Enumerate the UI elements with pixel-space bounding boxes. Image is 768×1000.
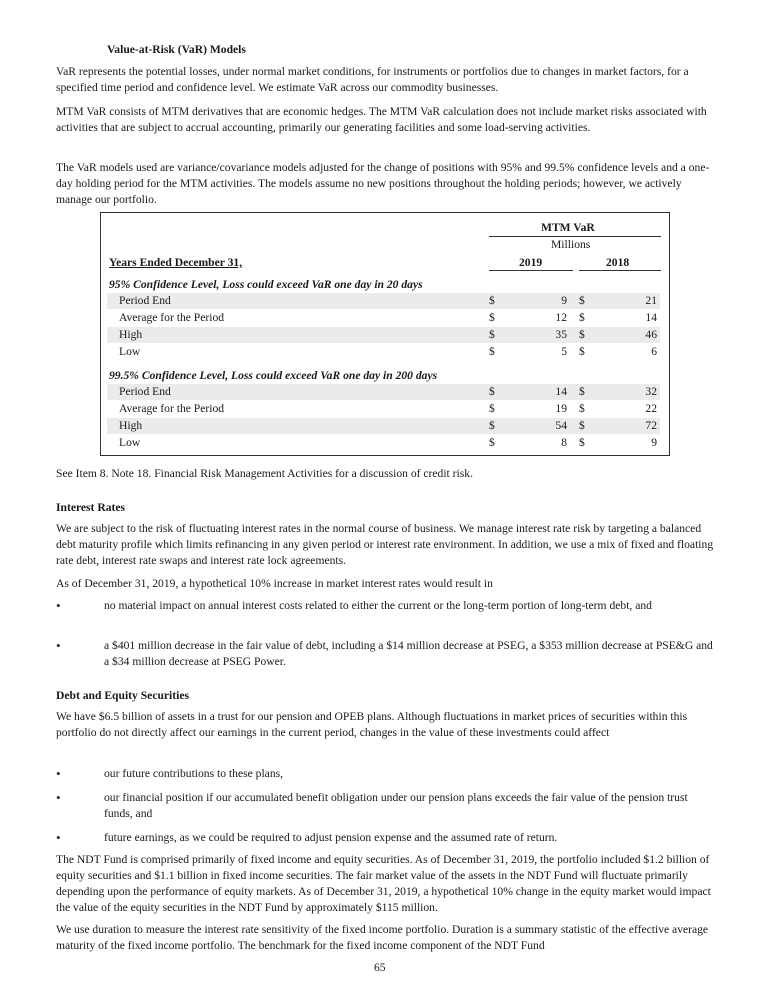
value-2018: 6 — [651, 345, 657, 358]
currency-symbol: $ — [489, 436, 495, 449]
row-shade — [107, 327, 660, 343]
currency-symbol: $ — [579, 311, 585, 324]
bullet-glyph: • — [56, 830, 61, 845]
col-2019-underline — [489, 270, 573, 271]
interest-bullet-2: a $401 million decrease in the fair value of debt, including a $14 million decrease at PSEG, a $353 million decrease at PSE&G and a $34 million decrease at PSEG Power. — [104, 639, 713, 668]
debt-bullet-2: our financial position if our accumulated benefit obligation under our pension plans exceeds the fair value of the pension trust funds, and — [104, 791, 688, 820]
list-item — [56, 790, 716, 826]
value-2019: 8 — [561, 436, 567, 449]
currency-symbol: $ — [579, 294, 585, 307]
value-2019: 35 — [555, 328, 567, 341]
value-2019: 19 — [555, 402, 567, 415]
list-item — [56, 638, 716, 674]
value-2018: 9 — [651, 436, 657, 449]
table-group-header: MTM VaR — [541, 221, 595, 234]
credit-risk-reference: See Item 8. Note 18. Financial Risk Management Activities for a discussion of credit risk. — [56, 467, 473, 480]
currency-symbol: $ — [579, 436, 585, 449]
debt-paragraph-3: We use duration to measure the interest rate sensitivity of the fixed income portfolio. Duration is a summary statistic of the effective average maturity of the fixed income portfolio. The benchmark for the fixed income component of the NDT Fund — [56, 923, 709, 952]
row-shade — [107, 418, 660, 434]
row-label: High — [119, 419, 143, 432]
value-2018: 32 — [645, 385, 657, 398]
var-paragraph-2: MTM VaR consists of MTM derivatives that are economic hedges. The MTM VaR calculation does not include market risks associated with activities that are subject to accrual accounting, primarily our generating facilities and some load-serving activities. — [56, 105, 707, 134]
currency-symbol: $ — [579, 328, 585, 341]
value-2018: 46 — [645, 328, 657, 341]
bullet-glyph: • — [56, 598, 61, 613]
debt-bullet-1: our future contributions to these plans, — [104, 767, 284, 780]
value-2018: 14 — [645, 311, 657, 324]
row-shade — [107, 293, 660, 309]
row-label: High — [119, 328, 143, 341]
debt-equity-title: Debt and Equity Securities — [56, 689, 190, 702]
currency-symbol: $ — [579, 402, 585, 415]
section-95-title: 95% Confidence Level, Loss could exceed VaR one day in 20 days — [109, 278, 423, 291]
row-label: Average for the Period — [119, 311, 225, 324]
value-2018: 21 — [645, 294, 657, 307]
currency-symbol: $ — [489, 402, 495, 415]
list-item — [56, 766, 716, 784]
currency-symbol: $ — [489, 419, 495, 432]
currency-symbol: $ — [489, 328, 495, 341]
table-row-header: Years Ended December 31, — [109, 256, 243, 269]
list-item — [56, 598, 716, 634]
value-2019: 14 — [555, 385, 567, 398]
interest-paragraph-2: As of December 31, 2019, a hypothetical 10% increase in market interest rates would result in — [56, 577, 493, 590]
currency-symbol: $ — [579, 419, 585, 432]
row-label: Low — [119, 345, 141, 358]
var-paragraph-3: The VaR models used are variance/covariance models adjusted for the change of positions with 95% and 99.5% confidence levels and a one-day holding period for the MTM activities. The models assume no new positions throughout the holding periods; however, we actively manage our portfolio. — [56, 161, 710, 206]
currency-symbol: $ — [489, 311, 495, 324]
var-section-title: Value-at-Risk (VaR) Models — [107, 43, 246, 56]
value-2019: 12 — [555, 311, 567, 324]
value-2018: 72 — [645, 419, 657, 432]
bullet-glyph: • — [56, 790, 61, 805]
value-2019: 5 — [561, 345, 567, 358]
currency-symbol: $ — [489, 294, 495, 307]
section-995-title: 99.5% Confidence Level, Loss could exceed VaR one day in 200 days — [109, 369, 438, 382]
debt-paragraph-2: The NDT Fund is comprised primarily of fixed income and equity securities. As of December 31, 2019, the portfolio included $1.2 billion of equity securities and $1.1 billion in fixed income securities. The fair market value of the assets in the NDT Fund will fluctuate primarily depending upon the performance of equity markets. As of December 31, 2019, a hypothetical 10% change in the equity market would impact the value of the equity securities in the NDT Fund by approximately $115 million. — [56, 853, 711, 914]
row-label: Period End — [119, 385, 171, 398]
row-label: Period End — [119, 294, 171, 307]
col-2018-underline — [579, 270, 661, 271]
row-label: Average for the Period — [119, 402, 225, 415]
currency-symbol: $ — [579, 345, 585, 358]
page-number: 65 — [374, 961, 386, 974]
value-2019: 9 — [561, 294, 567, 307]
debt-paragraph-1: We have $6.5 billion of assets in a trust for our pension and OPEB plans. Although fluctuations in market prices of securities within this portfolio do not directly affect our earnings in the current period, changes in the value of these investments could affect — [56, 710, 688, 739]
value-2018: 22 — [645, 402, 657, 415]
bullet-glyph: • — [56, 766, 61, 781]
row-shade — [107, 384, 660, 400]
list-item — [56, 830, 716, 848]
interest-rates-title: Interest Rates — [56, 501, 126, 514]
bullet-glyph: • — [56, 638, 61, 653]
interest-bullet-1: no material impact on annual interest costs related to either the current or the long-term portion of long-term debt, and — [104, 599, 652, 612]
var-paragraph-1: VaR represents the potential losses, under normal market conditions, for instruments or portfolios due to changes in market factors, for a specified time period and confidence level. We estimate VaR across our commodity businesses. — [56, 65, 689, 94]
interest-paragraph-1: We are subject to the risk of fluctuating interest rates in the normal course of business. We manage interest rate risk by targeting a balanced debt maturity profile which limits refinancing in any given period or interest rate environment. In addition, we use a mix of fixed and floating rate debt, interest rate swaps and interest rate lock agreements. — [56, 522, 714, 567]
currency-symbol: $ — [489, 385, 495, 398]
table-units: Millions — [551, 238, 591, 251]
mtm-var-table — [100, 212, 670, 456]
col-header-2019: 2019 — [519, 256, 543, 269]
debt-bullet-3: future earnings, as we could be required to adjust pension expense and the assumed rate of return. — [104, 831, 558, 844]
currency-symbol: $ — [489, 345, 495, 358]
col-header-2018: 2018 — [606, 256, 630, 269]
value-2019: 54 — [555, 419, 567, 432]
row-label: Low — [119, 436, 141, 449]
currency-symbol: $ — [579, 385, 585, 398]
